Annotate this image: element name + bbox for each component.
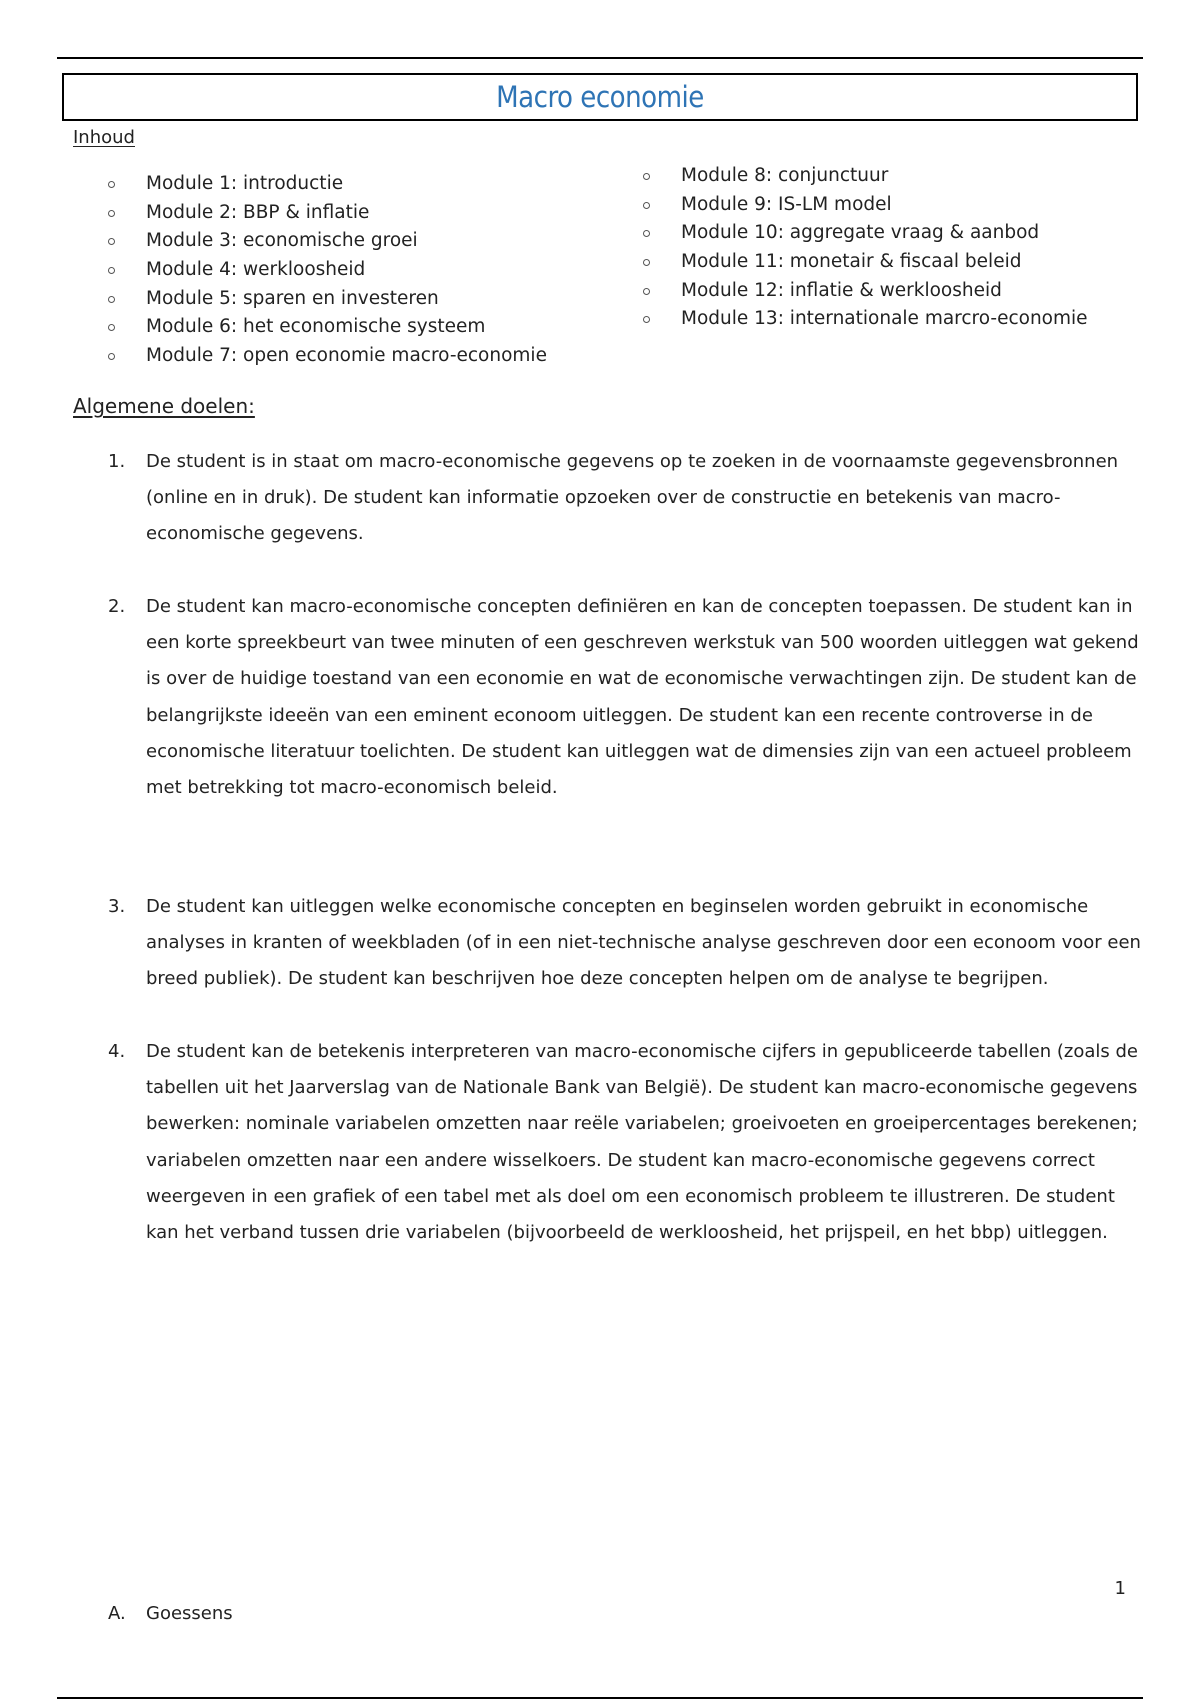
circle-bullet-icon — [643, 202, 650, 209]
goal-item — [108, 589, 1139, 806]
toc-item: Module 5: sparen en investeren — [108, 285, 547, 314]
goal-number: 3. — [108, 896, 126, 917]
title-box — [62, 73, 1138, 121]
goal-number: 1. — [108, 451, 126, 472]
circle-bullet-icon — [108, 181, 115, 188]
toc-item: Module 6: het economische systeem — [108, 313, 547, 342]
header-rule — [57, 57, 1143, 59]
goal-item — [108, 889, 1141, 998]
circle-bullet-icon — [643, 173, 650, 180]
toc-item: Module 11: monetair & fiscaal beleid — [643, 248, 1088, 277]
contents-heading: Inhoud — [73, 127, 135, 148]
goal-text: De student kan de betekenis interpreteren van macro-economische cijfers in gepubliceerde tabellen (zoals de tabellen uit het Jaarverslag van de Nationale Bank van België). De student kan macro-economische gegevens bewerken: nominale variabelen omzetten naar reële variabelen; groeivoeten en groeipercentages berekenen; variabelen omzetten naar een andere wisselkoers. De student kan macro-economische gegevens correct weergeven in een grafiek of een tabel met als doel om een economisch probleem te illustreren. De student kan het verband tussen drie variabelen (bijvoorbeeld de werkloosheid, het prijspeil, en het bbp) uitleggen. — [146, 1041, 1138, 1244]
document-title: Macro economie — [496, 80, 704, 114]
circle-bullet-icon — [108, 353, 115, 360]
goal-number: 2. — [108, 596, 126, 617]
toc-item: Module 13: internationale marcro-economie — [643, 305, 1088, 334]
toc-item: Module 9: IS-LM model — [643, 191, 1088, 220]
circle-bullet-icon — [108, 296, 115, 303]
circle-bullet-icon — [643, 316, 650, 323]
goal-number: 4. — [108, 1041, 126, 1062]
circle-bullet-icon — [643, 259, 650, 266]
toc-item: Module 3: economische groei — [108, 227, 547, 256]
circle-bullet-icon — [108, 210, 115, 217]
goal-item — [108, 444, 1128, 553]
toc-item: Module 4: werkloosheid — [108, 256, 547, 285]
page-number: 1 — [1114, 1578, 1126, 1599]
toc-item: Module 10: aggregate vraag & aanbod — [643, 219, 1088, 248]
footer-name: Goessens — [146, 1603, 233, 1624]
toc-item: Module 8: conjunctuur — [643, 162, 1088, 191]
footer-rule — [57, 1697, 1143, 1699]
goal-text: De student kan macro-economische concepten definiëren en kan de concepten toepassen. De student kan in een korte spreekbeurt van twee minuten of een geschreven werkstuk van 500 woorden uitleggen wat gekend is over de huidige toestand van een economie en wat de economische verwachtingen zijn. De student kan de belangrijkste ideeën van een eminent econoom uitleggen. De student kan een recente controverse in de economische literatuur toelichten. De student kan uitleggen wat de dimensies zijn van een actueel probleem met betrekking tot macro-economisch beleid. — [146, 596, 1139, 799]
footer-letter: A. — [108, 1603, 126, 1624]
circle-bullet-icon — [643, 288, 650, 295]
circle-bullet-icon — [108, 238, 115, 245]
toc-item: Module 7: open economie macro-economie — [108, 342, 547, 371]
goal-text: De student kan uitleggen welke economische concepten en beginselen worden gebruikt in economische analyses in kranten of weekbladen (of in een niet-technische analyse geschreven door een econoom voor een breed publiek). De student kan beschrijven hoe deze concepten helpen om de analyse te begrijpen. — [146, 896, 1141, 990]
goals-heading: Algemene doelen: — [73, 394, 255, 418]
toc-item: Module 12: inflatie & werkloosheid — [643, 277, 1088, 306]
toc-left-column — [108, 170, 547, 371]
circle-bullet-icon — [108, 267, 115, 274]
goal-text: De student is in staat om macro-economische gegevens op te zoeken in de voornaamste gegevensbronnen (online en in druk). De student kan informatie opzoeken over de constructie en betekenis van macro-economische gegevens. — [146, 451, 1119, 545]
toc-item: Module 2: BBP & inflatie — [108, 199, 547, 228]
toc-right-column — [643, 162, 1088, 334]
toc-item: Module 1: introductie — [108, 170, 547, 199]
goal-item — [108, 1034, 1138, 1251]
circle-bullet-icon — [108, 324, 115, 331]
circle-bullet-icon — [643, 230, 650, 237]
